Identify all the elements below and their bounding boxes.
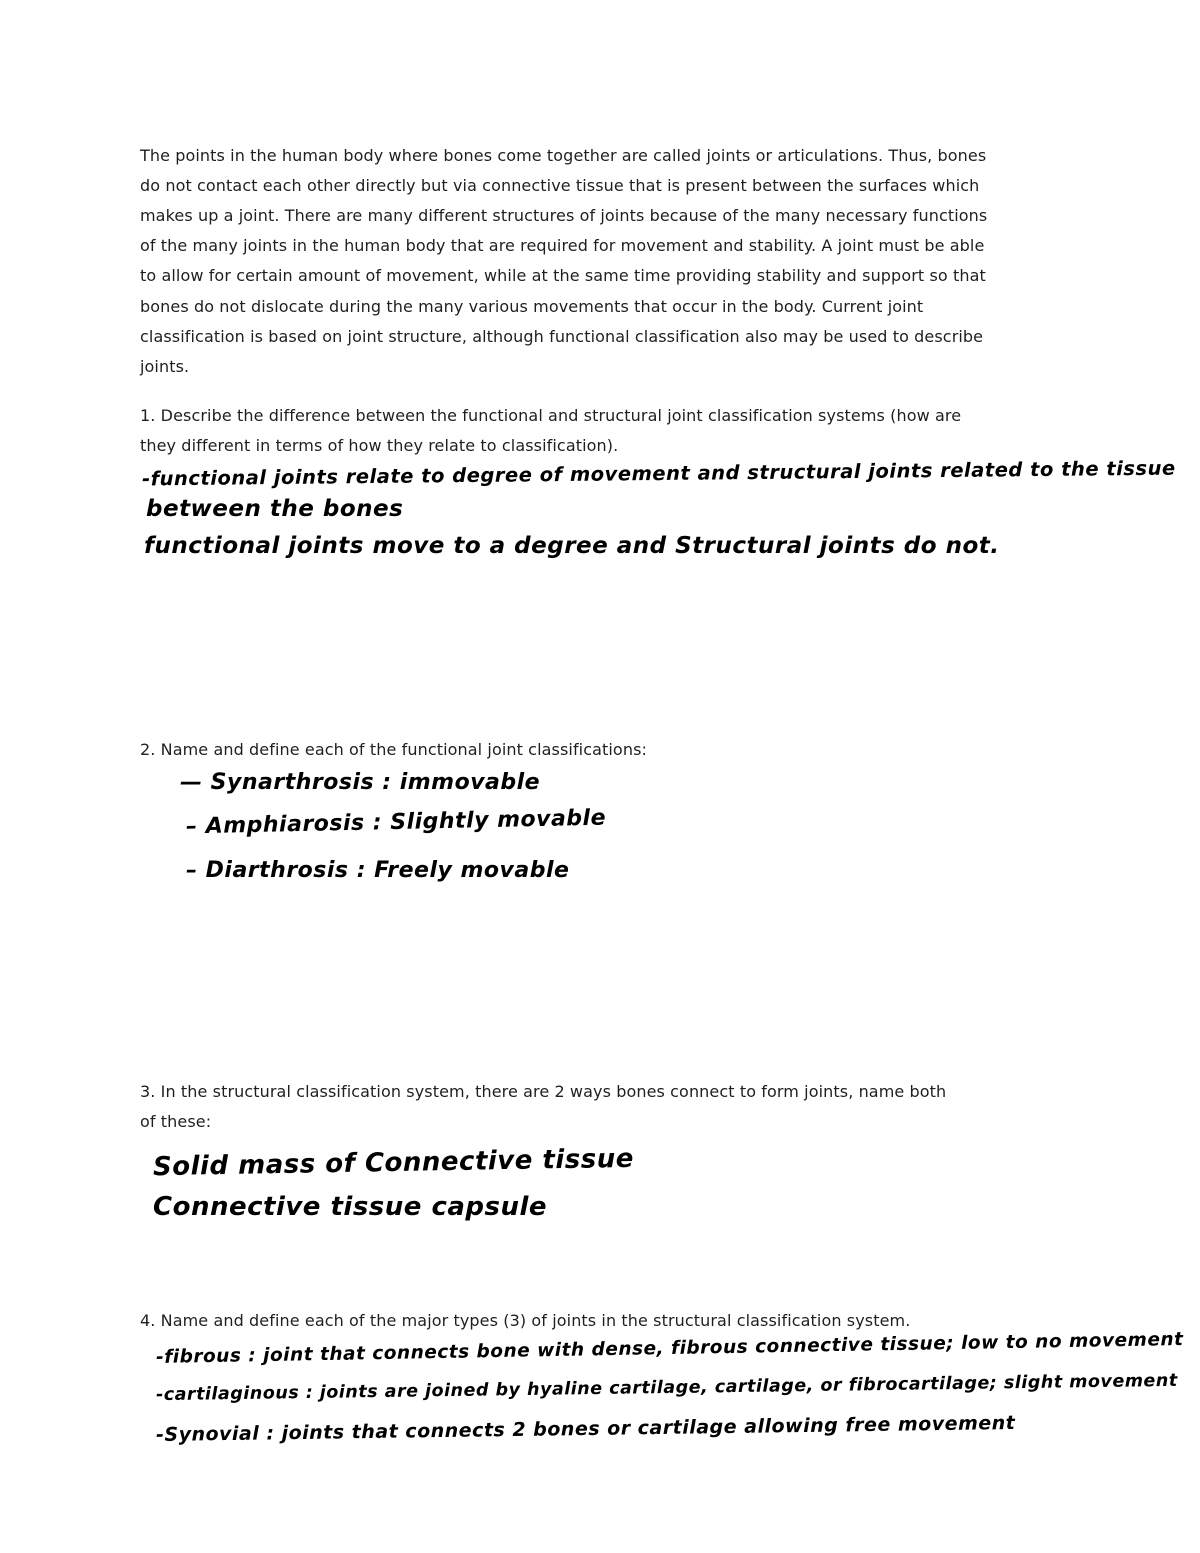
handwritten-answer-1: -functional joints relate to degree of movement and structural joints related to the tissue: [141, 456, 1176, 491]
handwritten-answer-2: – Diarthrosis : Freely movable: [186, 858, 570, 883]
question-3-text: of these:: [140, 1112, 212, 1131]
handwritten-answer-1: functional joints move to a degree and Structural joints do not.: [144, 533, 1000, 559]
handwritten-answer-2: — Synarthrosis : immovable: [180, 770, 541, 795]
handwritten-answer-3: Connective tissue capsule: [153, 1192, 548, 1222]
handwritten-answer-1: between the bones: [146, 496, 404, 522]
question-1-text: 1. Describe the difference between the functional and structural joint classification systems (how are: [140, 406, 962, 425]
question-2-text: 2. Name and define each of the functional joint classifications:: [140, 740, 647, 759]
intro-line: classification is based on joint structure, although functional classification also may be used to describe: [140, 327, 984, 346]
intro-line: The points in the human body where bones come together are called joints or articulations. Thus, bones: [140, 146, 987, 165]
question-1-text: they different in terms of how they relate to classification).: [140, 436, 619, 455]
handwritten-answer-4: -fibrous : joint that connects bone with dense, fibrous connective tissue; low to no movement: [155, 1329, 1184, 1368]
intro-line: of the many joints in the human body that are required for movement and stability. A joint must be able: [140, 236, 985, 255]
handwritten-answer-4: -Synovial : joints that connects 2 bones or cartilage allowing free movement: [155, 1412, 1016, 1446]
intro-line: bones do not dislocate during the many various movements that occur in the body. Current joint: [140, 297, 924, 316]
intro-line: to allow for certain amount of movement, while at the same time providing stability and support so that: [140, 266, 986, 285]
intro-line: makes up a joint. There are many different structures of joints because of the many necessary functions: [140, 206, 988, 225]
handwritten-answer-4: -cartilaginous : joints are joined by hyaline cartilage, cartilage, or fibrocartilage; slight movement: [155, 1370, 1178, 1406]
question-4-text: 4. Name and define each of the major types (3) of joints in the structural classification system.: [140, 1311, 911, 1330]
handwritten-answer-2: – Amphiarosis : Slightly movable: [185, 805, 607, 840]
intro-line: do not contact each other directly but via connective tissue that is present between the surfaces which: [140, 176, 980, 195]
handwritten-answer-3: Solid mass of Connective tissue: [152, 1143, 635, 1183]
question-3-text: 3. In the structural classification system, there are 2 ways bones connect to form joints, name both: [140, 1082, 947, 1101]
intro-line: joints.: [140, 357, 190, 376]
